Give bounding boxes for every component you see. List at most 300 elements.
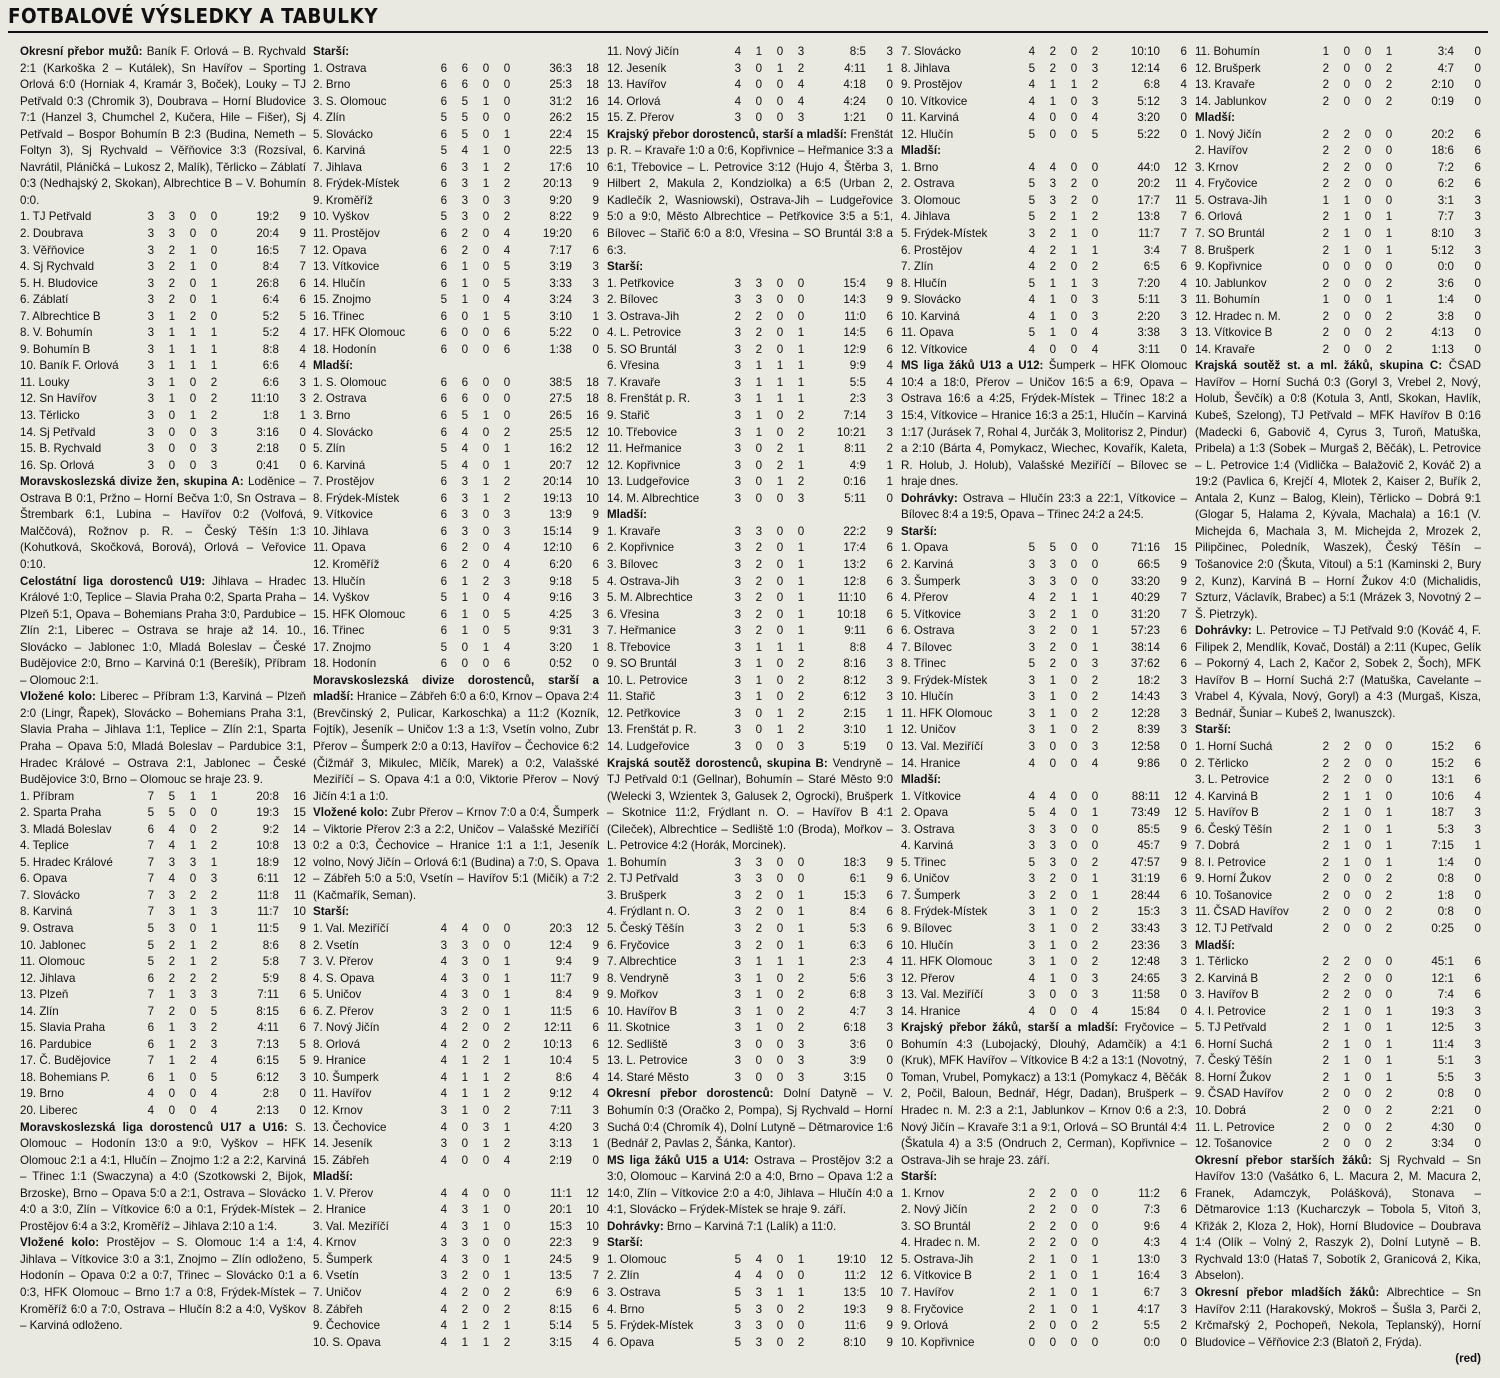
draws: 0 — [482, 971, 490, 985]
wins: 1 — [1049, 293, 1057, 307]
games-played: 3 — [734, 574, 742, 588]
wins: 4 — [1049, 806, 1057, 820]
wins: 5 — [461, 94, 469, 108]
wins: 0 — [461, 1137, 469, 1151]
points: 12 — [586, 921, 599, 935]
table-row — [313, 1004, 599, 1021]
table-row — [313, 656, 599, 673]
wins: 4 — [461, 458, 469, 472]
table-row — [20, 822, 306, 839]
team-name: 12. Hlučín — [901, 127, 954, 141]
table-row — [1195, 871, 1481, 888]
losses: 6 — [503, 657, 511, 671]
score: 15:14 — [542, 524, 572, 538]
wins: 0 — [1343, 293, 1351, 307]
team-name: 3. Ostrava — [607, 1286, 661, 1300]
wins: 3 — [168, 210, 176, 224]
points: 0 — [1474, 326, 1481, 340]
losses: 1 — [1385, 839, 1393, 853]
points: 15 — [586, 127, 599, 141]
losses: 2 — [1091, 690, 1099, 704]
standings-table — [607, 855, 893, 1087]
losses: 1 — [1385, 806, 1393, 820]
team-name: 6. Český Těšín — [1195, 822, 1273, 836]
games-played: 6 — [147, 1070, 155, 1084]
draws: 0 — [776, 988, 784, 1002]
draws: 1 — [776, 475, 784, 489]
draws: 0 — [1070, 1004, 1078, 1018]
games-played: 2 — [1322, 1054, 1330, 1068]
team-name: 8. I. Petrovice — [1195, 855, 1266, 869]
wins: 3 — [1049, 193, 1057, 207]
points: 9 — [1180, 822, 1187, 836]
score: 10:4 — [549, 1054, 572, 1068]
wins: 2 — [461, 227, 469, 241]
team-name: 8. Karviná — [20, 905, 73, 919]
team-name: 18. Hodonín — [313, 342, 377, 356]
points: 6 — [592, 541, 599, 555]
table-row — [20, 954, 306, 971]
score: 4:17 — [1137, 1302, 1160, 1316]
games-played: 3 — [1028, 822, 1036, 836]
losses: 0 — [1385, 773, 1393, 787]
score: 8:4 — [849, 905, 866, 919]
points: 3 — [1180, 326, 1187, 340]
score: 10:6 — [1431, 789, 1454, 803]
losses: 3 — [1091, 61, 1099, 75]
losses: 1 — [1091, 1302, 1099, 1316]
games-played: 1 — [1322, 193, 1330, 207]
table-row — [607, 375, 893, 392]
team-name: 5. Ostrava-Jih — [901, 1252, 974, 1266]
team-name: 15. Zábřeh — [313, 1153, 370, 1167]
score: 73:49 — [1130, 806, 1160, 820]
draws: 0 — [189, 822, 197, 836]
wins: 1 — [1049, 971, 1057, 985]
draws: 0 — [1364, 988, 1372, 1002]
team-name: 12. Uničov — [901, 723, 956, 737]
table-row — [20, 292, 306, 309]
table-row — [607, 342, 893, 359]
points: 3 — [592, 293, 599, 307]
games-played: 3 — [1028, 955, 1036, 969]
losses: 2 — [503, 1137, 511, 1151]
table-row — [1195, 325, 1481, 342]
results-text: Šumperk – HFK Olomouc 10:4 a 18:0, Přerov – Uničov 16:5 a 6:9, Opava – Ostrava 16:6 a 4:25, Frýdek-Místek – Třinec 18:2 a 15:4, Vítkovice – Hranice 16:3 a 25:1, Hlučín – Karviná 1:17 (Jurásek 7, Rohal 4, Jurčák 3, Molitorisz 2, Pindur) a 2:10 (Bárta 4, Pomykacz, Wiechec, Kovařík, Kaleta, R. Holub, J. Holub), Valašské Meziříčí – Bílovec se hraje dnes. — [901, 359, 1187, 489]
wins: 2 — [1343, 127, 1351, 141]
losses: 3 — [503, 508, 511, 522]
table-row — [901, 607, 1187, 624]
wins: 1 — [461, 293, 469, 307]
points: 9 — [592, 508, 599, 522]
draws: 2 — [482, 574, 490, 588]
table-row — [607, 292, 893, 309]
losses: 3 — [1091, 293, 1099, 307]
table-row — [20, 838, 306, 855]
team-name: 10. Třebovice — [607, 425, 678, 439]
team-name: 10. Vyškov — [313, 210, 370, 224]
table-row — [313, 607, 599, 624]
table-row — [313, 391, 599, 408]
wins: 0 — [755, 475, 763, 489]
losses: 5 — [503, 260, 511, 274]
losses: 1 — [503, 127, 511, 141]
team-name: 20. Liberec — [20, 1104, 78, 1117]
games-played: 3 — [1028, 988, 1036, 1002]
score: 12:8 — [843, 574, 866, 588]
games-played: 3 — [734, 491, 742, 505]
points: 16 — [293, 789, 306, 803]
table-row — [1195, 61, 1481, 78]
losses: 2 — [797, 723, 805, 737]
wins: 0 — [1343, 1104, 1351, 1117]
team-name: 2. Zlín — [607, 1269, 640, 1283]
table-row — [313, 226, 599, 243]
losses: 2 — [797, 1004, 805, 1018]
score: 6:8 — [849, 988, 866, 1002]
points: 9 — [592, 524, 599, 538]
wins: 2 — [1343, 971, 1351, 985]
draws: 0 — [1364, 1021, 1372, 1035]
score: 12:5 — [1431, 1021, 1454, 1035]
losses: 3 — [210, 458, 218, 472]
draws: 0 — [776, 1021, 784, 1035]
games-played: 4 — [1028, 756, 1036, 770]
wins: 0 — [1049, 988, 1057, 1002]
table-row — [313, 342, 599, 359]
team-name: 4. Karviná — [901, 839, 954, 853]
score: 33:20 — [1130, 574, 1160, 588]
wins: 0 — [1049, 1335, 1057, 1349]
table-row — [901, 342, 1187, 359]
score: 16:4 — [1137, 1269, 1160, 1283]
losses: 1 — [797, 640, 805, 654]
table-row — [901, 292, 1187, 309]
score: 2:13 — [256, 1104, 279, 1117]
wins: 2 — [1049, 243, 1057, 257]
losses: 2 — [1385, 61, 1393, 75]
team-name: 4. Slovácko — [313, 425, 373, 439]
games-played: 2 — [1322, 1137, 1330, 1151]
team-name: 13. Vítkovice — [313, 260, 380, 274]
losses: 1 — [1091, 640, 1099, 654]
wins: 3 — [1049, 574, 1057, 588]
team-name: 5. Hradec Králové — [20, 855, 113, 869]
wins: 3 — [755, 855, 763, 869]
table-row — [607, 474, 893, 491]
team-name: 9. Ostrava — [20, 921, 74, 935]
table-row — [1195, 822, 1481, 839]
losses: 1 — [797, 955, 805, 969]
points: 6 — [886, 905, 893, 919]
losses: 0 — [503, 61, 511, 75]
losses: 0 — [797, 293, 805, 307]
losses: 1 — [797, 607, 805, 621]
table-row — [901, 888, 1187, 905]
points: 3 — [886, 988, 893, 1002]
wins: 1 — [1049, 938, 1057, 952]
points: 3 — [592, 260, 599, 274]
wins: 0 — [1343, 1120, 1351, 1134]
score: 14:43 — [1130, 690, 1160, 704]
draws: 0 — [189, 227, 197, 241]
points: 6 — [1180, 888, 1187, 902]
table-row — [1195, 756, 1481, 773]
competition-heading: Vložené kolo: — [313, 806, 388, 820]
draws: 0 — [189, 872, 197, 886]
draws: 0 — [482, 260, 490, 274]
wins: 1 — [1049, 276, 1057, 290]
wins: 1 — [461, 574, 469, 588]
points: 0 — [1474, 1120, 1481, 1134]
draws: 0 — [1070, 955, 1078, 969]
score: 13:2 — [843, 557, 866, 571]
points: 9 — [1180, 574, 1187, 588]
points: 0 — [1474, 309, 1481, 323]
games-played: 3 — [147, 375, 155, 389]
team-name: 4. Jihlava — [901, 210, 950, 224]
games-played: 3 — [734, 1004, 742, 1018]
losses: 5 — [503, 276, 511, 290]
score: 33:43 — [1130, 921, 1160, 935]
score: 19:3 — [1431, 1004, 1454, 1018]
score: 15:2 — [1431, 739, 1454, 753]
results-text: Liberec – Příbram 1:3, Karviná – Plzeň 2:0 (Lingr, Řapek), Slovácko – Bohemians Praha 3:1, Slavia Praha – Jihlava 1:1, Teplice – Zlín 2:1, Sparta Praha – Opava 5:0, Mladá Boleslav – Pardubice 3:1, Hradec Králové – Ostrava 2:1, Jablonec – České Budějovice 3:0, Brno – Olomouc se hraje 23. 9. — [20, 690, 306, 787]
points: 4 — [592, 1335, 599, 1349]
losses: 0 — [1091, 789, 1099, 803]
wins: 2 — [755, 905, 763, 919]
games-played: 5 — [440, 144, 448, 158]
wins: 5 — [461, 111, 469, 125]
team-name: 6. Vsetín — [313, 1269, 359, 1283]
table-row — [1195, 226, 1481, 243]
draws: 0 — [1364, 1087, 1372, 1101]
games-played: 4 — [440, 1153, 448, 1167]
games-played: 6 — [440, 177, 448, 191]
score: 4:13 — [1431, 326, 1454, 340]
wins: 5 — [168, 806, 176, 820]
games-played: 3 — [147, 293, 155, 307]
draws: 1 — [776, 723, 784, 737]
draws: 0 — [776, 921, 784, 935]
table-row — [901, 193, 1187, 210]
points: 9 — [299, 921, 306, 935]
score: 8:4 — [555, 988, 572, 1002]
points: 2 — [1180, 1319, 1187, 1333]
score: 8:15 — [256, 1004, 279, 1018]
team-name: 13. Kravaře — [1195, 78, 1255, 92]
games-played: 4 — [440, 1219, 448, 1233]
score: 12:28 — [1130, 706, 1160, 720]
team-name: 17. HFK Olomouc — [313, 326, 406, 340]
wins: 1 — [1049, 326, 1057, 340]
team-name: 16. Sp. Orlová — [20, 458, 95, 472]
losses: 3 — [503, 193, 511, 207]
wins: 3 — [461, 971, 469, 985]
wins: 2 — [1049, 210, 1057, 224]
score: 6:9 — [555, 1286, 572, 1300]
losses: 0 — [797, 1319, 805, 1333]
draws: 3 — [482, 1120, 490, 1134]
points: 16 — [586, 94, 599, 108]
games-played: 5 — [734, 1252, 742, 1266]
team-name: 3. V. Přerov — [313, 955, 374, 969]
wins: 6 — [461, 375, 469, 389]
losses: 2 — [1091, 706, 1099, 720]
score: 9:12 — [549, 1087, 572, 1101]
draws: 2 — [482, 1054, 490, 1068]
losses: 2 — [210, 938, 218, 952]
table-row — [901, 1202, 1187, 1219]
points: 10 — [880, 1286, 893, 1300]
points: 0 — [1474, 61, 1481, 75]
score: 88:11 — [1131, 789, 1160, 803]
results-paragraph — [313, 673, 599, 805]
editor-credit: (red) — [1455, 1352, 1481, 1366]
wins: 1 — [755, 1021, 763, 1035]
score: 8:16 — [843, 657, 866, 671]
draws: 1 — [189, 342, 197, 356]
wins: 0 — [1343, 905, 1351, 919]
results-text: Brno – Karviná 7:1 (Lalík) a 11:0. — [663, 1219, 837, 1233]
team-name: 13. Ludgeřovice — [607, 475, 690, 489]
competition-heading: Dohrávky: — [901, 491, 958, 505]
wins: 3 — [168, 888, 176, 902]
points: 3 — [886, 1004, 893, 1018]
draws: 1 — [189, 955, 197, 969]
games-played: 6 — [440, 607, 448, 621]
losses: 2 — [797, 1302, 805, 1316]
points: 11 — [293, 888, 306, 902]
losses: 1 — [797, 905, 805, 919]
games-played: 3 — [1028, 839, 1036, 853]
points: 0 — [1180, 127, 1187, 141]
points: 3 — [1180, 309, 1187, 323]
score: 10:13 — [542, 1037, 572, 1051]
draws: 1 — [482, 177, 490, 191]
losses: 2 — [210, 375, 218, 389]
score: 20:8 — [256, 789, 279, 803]
wins: 1 — [168, 1037, 176, 1051]
losses: 1 — [1385, 243, 1393, 257]
games-played: 3 — [734, 938, 742, 952]
losses: 3 — [797, 739, 805, 753]
table-row — [313, 1186, 599, 1203]
points: 1 — [886, 723, 893, 737]
wins: 2 — [755, 342, 763, 356]
score: 44:0 — [1137, 160, 1160, 174]
team-name: 12. Brušperk — [1195, 61, 1261, 75]
team-name: 7. Kravaře — [607, 375, 661, 389]
team-name: 12. Jeseník — [607, 61, 667, 75]
team-name: 4. Karviná B — [1195, 789, 1259, 803]
points: 10 — [586, 1203, 599, 1217]
team-name: 5. Uničov — [313, 988, 362, 1002]
draws: 0 — [482, 955, 490, 969]
draws: 0 — [1070, 1219, 1078, 1233]
wins: 3 — [755, 1302, 763, 1316]
wins: 0 — [1343, 326, 1351, 340]
team-name: 15. Znojmo — [313, 293, 371, 307]
team-name: 3. Krnov — [1195, 160, 1239, 174]
team-name: 5. Frýdek-Místek — [901, 227, 988, 241]
score: 2:18 — [256, 442, 279, 456]
competition-heading: Moravskoslezská divize žen, skupina A: — [20, 475, 244, 489]
table-row — [901, 822, 1187, 839]
draws: 0 — [776, 326, 784, 340]
draws: 0 — [1070, 624, 1078, 638]
team-name: 17. Znojmo — [313, 640, 371, 654]
losses: 2 — [1385, 1137, 1393, 1151]
wins: 3 — [461, 508, 469, 522]
points: 4 — [1474, 789, 1481, 803]
draws: 0 — [189, 425, 197, 439]
points: 12 — [586, 425, 599, 439]
team-name: 15. Slavia Praha — [20, 1021, 106, 1035]
points: 0 — [1474, 1137, 1481, 1151]
draws: 0 — [776, 94, 784, 108]
table-subheading: Starší: — [901, 524, 938, 538]
wins: 1 — [461, 1335, 469, 1349]
losses: 2 — [503, 160, 511, 174]
losses: 3 — [797, 1054, 805, 1068]
games-played: 7 — [147, 855, 155, 869]
points: 3 — [1474, 1054, 1481, 1068]
points: 0 — [299, 1104, 306, 1117]
points: 3 — [1180, 690, 1187, 704]
table-row — [901, 722, 1187, 739]
table-row — [20, 1037, 306, 1054]
draws: 0 — [1364, 78, 1372, 92]
wins: 2 — [1343, 160, 1351, 174]
points: 0 — [1474, 888, 1481, 902]
score: 7:11 — [257, 988, 279, 1002]
losses: 2 — [797, 409, 805, 423]
wins: 2 — [1049, 1203, 1057, 1217]
team-name: 9. Frýdek-Místek — [901, 673, 988, 687]
table-row — [1195, 1103, 1481, 1120]
points: 6 — [886, 326, 893, 340]
score: 10:8 — [256, 839, 279, 853]
score: 2:20 — [1137, 309, 1160, 323]
losses: 3 — [797, 1037, 805, 1051]
losses: 1 — [797, 392, 805, 406]
draws: 0 — [1364, 773, 1372, 787]
points: 0 — [886, 1070, 893, 1084]
competition-heading: Krajský přebor žáků, starší a mladší: — [901, 1021, 1119, 1035]
games-played: 6 — [440, 475, 448, 489]
points: 16 — [586, 409, 599, 423]
draws: 0 — [1364, 1070, 1372, 1084]
games-played: 3 — [1028, 706, 1036, 720]
team-name: 3. Ostrava — [901, 822, 955, 836]
table-row — [607, 722, 893, 739]
score: 1:4 — [1437, 293, 1454, 307]
draws: 0 — [1364, 855, 1372, 869]
losses: 2 — [503, 1286, 511, 1300]
losses: 4 — [503, 557, 511, 571]
score: 3:11 — [1138, 342, 1160, 356]
team-name: 11. Heřmanice — [607, 442, 682, 456]
losses: 0 — [1385, 789, 1393, 803]
team-name: 13. Plzeň — [20, 988, 69, 1002]
table-row — [901, 61, 1187, 78]
draws: 0 — [1070, 1335, 1078, 1349]
score: 3:1 — [1437, 193, 1454, 207]
losses: 4 — [1091, 1004, 1099, 1018]
column-4 — [901, 44, 1187, 1351]
wins: 2 — [1343, 177, 1351, 191]
